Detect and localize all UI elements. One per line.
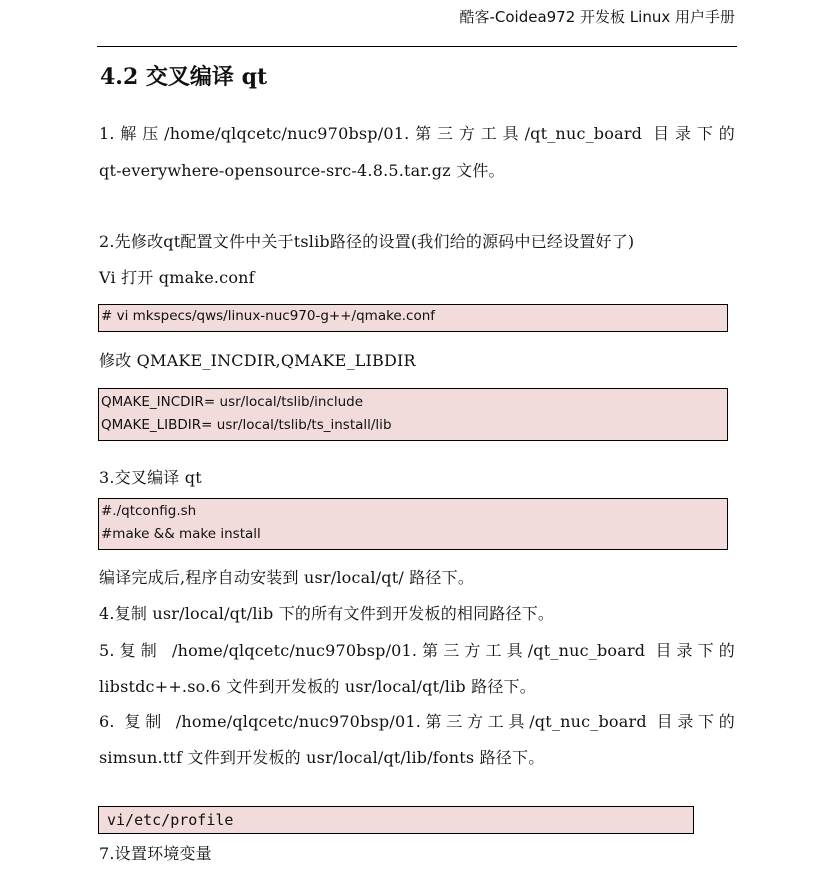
paragraph-8-line-1: 6. 复制 /home/qlqcetc/nuc970bsp/01.第三方工具/qt_nuc_board 目录下的: [99, 712, 735, 731]
code-line: QMAKE_INCDIR= usr/local/tslib/include: [101, 394, 364, 410]
code-line: QMAKE_LIBDIR= usr/local/tslib/ts_install/lib: [101, 417, 392, 433]
paragraph-4: 3.交叉编译 qt: [99, 468, 202, 487]
section-title: 4.2 交叉编译 qt: [100, 64, 268, 90]
paragraph-1-line-2: qt-everywhere-opensource-src-4.8.5.tar.gz 文件。: [99, 161, 505, 180]
header-divider: [97, 46, 737, 47]
paragraph-5: 编译完成后,程序自动安装到 usr/local/qt/ 路径下。: [99, 568, 475, 587]
code-block-profile-cmd: [98, 806, 694, 834]
code-line: # vi mkspecs/qws/linux-nuc970-g++/qmake.conf: [101, 308, 436, 324]
paragraph-1-line-1: 1.解压/home/qlqcetc/nuc970bsp/01.第三方工具/qt_nuc_board 目录下的: [99, 124, 735, 143]
code-line: vi/etc/profile: [107, 811, 234, 829]
paragraph-2-line-2: Vi 打开 qmake.conf: [99, 268, 255, 287]
code-block-build-cmds: [98, 498, 728, 550]
paragraph-6: 4.复制 usr/local/qt/lib 下的所有文件到开发板的相同路径下。: [99, 604, 555, 623]
code-line: #make && make install: [101, 526, 261, 542]
paragraph-7-line-1: 5.复制 /home/qlqcetc/nuc970bsp/01.第三方工具/qt_nuc_board 目录下的: [99, 641, 735, 660]
paragraph-3: 修改 QMAKE_INCDIR,QMAKE_LIBDIR: [99, 351, 416, 370]
code-block-qmake-cmd: [98, 304, 728, 332]
code-line: #./qtconfig.sh: [101, 503, 197, 519]
paragraph-7-line-2: libstdc++.so.6 文件到开发板的 usr/local/qt/lib 路径下。: [99, 677, 536, 696]
paragraph-8-line-2: simsun.ttf 文件到开发板的 usr/local/qt/lib/fonts 路径下。: [99, 748, 545, 767]
code-block-qmake-vars: [98, 388, 728, 441]
paragraph-2-line-1: 2.先修改qt配置文件中关于tslib路径的设置(我们给的源码中已经设置好了): [99, 232, 635, 251]
paragraph-9: 7.设置环境变量: [99, 844, 212, 863]
page-header-title: 酷客-Coidea972 开发板 Linux 用户手册: [459, 8, 735, 26]
